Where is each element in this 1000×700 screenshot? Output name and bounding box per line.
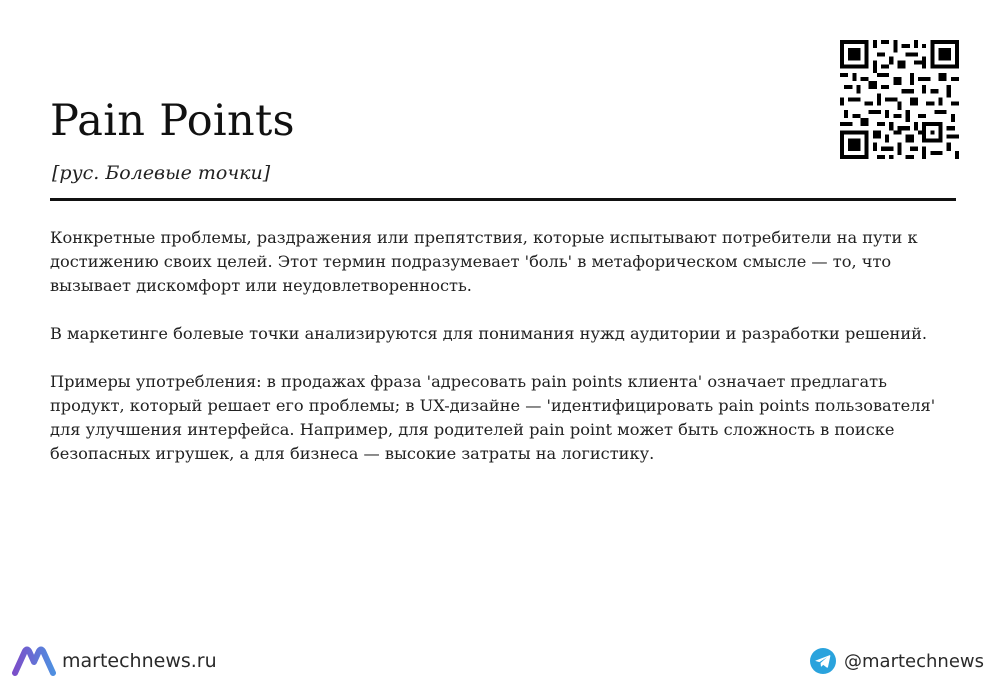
telegram-icon <box>810 648 836 674</box>
definition-body <box>50 226 950 490</box>
telegram-link[interactable] <box>810 646 984 676</box>
definition-paragraph: Конкретные проблемы, раздражения или препятствия, которые испытывают потребители на пути к достижению своих целей. Этот термин подразумевает 'боль' в метафорическом смысле — то, что вызывает дискомфорт или неудовлетворенность. <box>50 228 918 295</box>
site-link[interactable] <box>12 644 217 678</box>
term-title: Pain Points <box>50 96 295 146</box>
site-name: martechnews.ru <box>62 650 217 672</box>
examples-paragraph: Примеры употребления: в продажах фраза 'адресовать pain points клиента' означает предлагать продукт, который решает его проблемы; в UX-дизайне — 'идентифицировать pain points пользователя' для улучшения интерфейса. Например, для родителей pain point может быть сложность в поиске безопасных игрушек, а для бизнеса — высокие затраты на логистику. <box>50 372 936 463</box>
qr-code-icon <box>840 40 959 159</box>
marketing-paragraph: В маркетинге болевые точки анализируются для понимания нужд аудитории и разработки решений. <box>50 324 928 343</box>
telegram-handle: @martechnews <box>844 650 984 672</box>
term-translation: [рус. Болевые точки] <box>52 162 271 184</box>
martechnews-logo-icon <box>12 646 56 676</box>
title-divider <box>50 198 956 201</box>
